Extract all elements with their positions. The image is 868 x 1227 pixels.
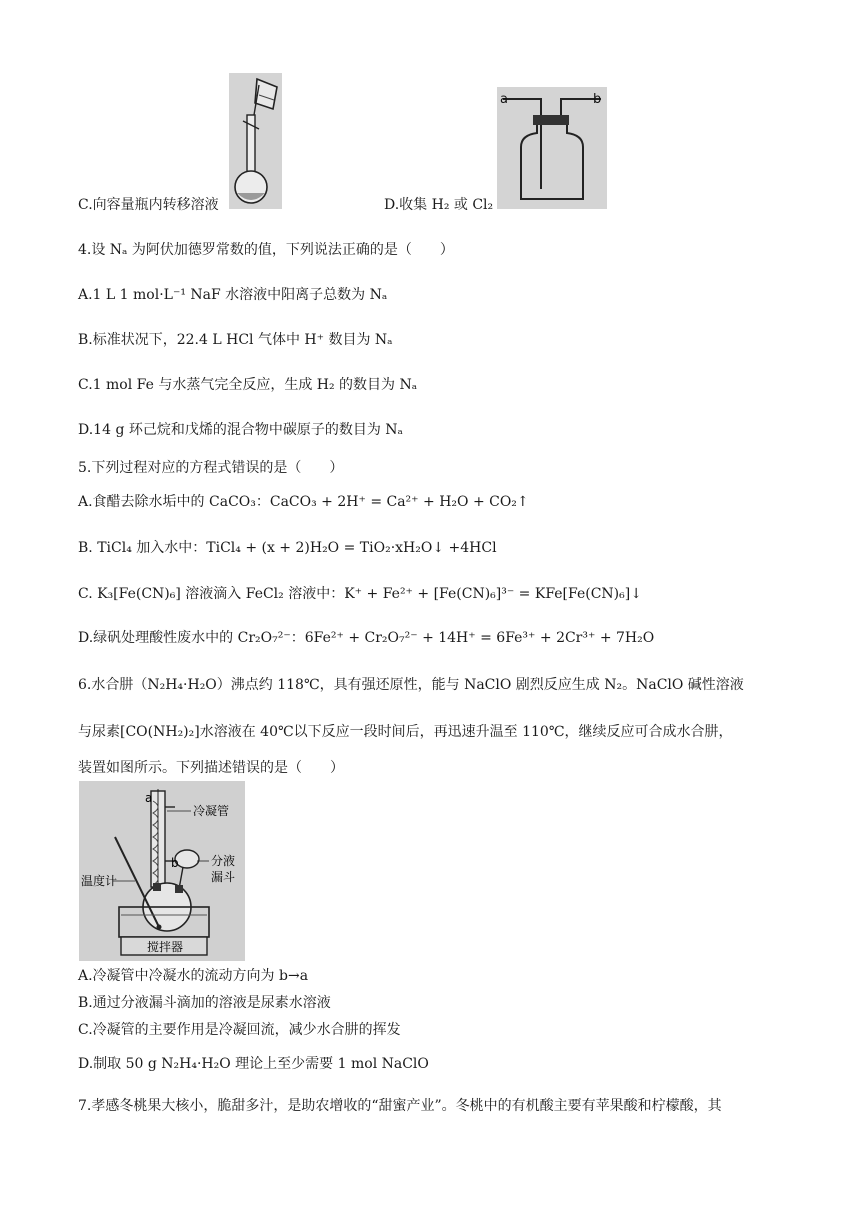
label-thermometer: 温度计 (81, 874, 118, 888)
q5-option-b: B. TiCl₄ 加入水中：TiCl₄ + (x + 2)H₂O = TiO₂·xH₂O↓ +4HCl (78, 540, 497, 556)
label-condenser: 冷凝管 (193, 804, 230, 818)
q6-option-c: C.冷凝管的主要作用是冷凝回流，减少水合肼的挥发 (78, 1022, 401, 1038)
figure-reflux-apparatus (79, 781, 245, 961)
figure-gas-bottle (497, 87, 607, 209)
label-funnel-2: 漏斗 (211, 870, 236, 884)
q6-option-b: B.通过分液漏斗滴加的溶液是尿素水溶液 (78, 995, 331, 1011)
label-a: a (500, 92, 508, 107)
q6-stem-line1: 6.水合肼（N₂H₄·H₂O）沸点约 118℃，具有强还原性，能与 NaClO 剧烈反应生成 N₂。NaClO 碱性溶液 (78, 677, 744, 693)
q5-stem: 5.下列过程对应的方程式错误的是（ ） (78, 460, 344, 476)
q7-stem: 7.孝感冬桃果大核小，脆甜多汁，是助农增收的“甜蜜产业”。冬桃中的有机酸主要有苹果酸和柠檬酸，其 (78, 1098, 722, 1114)
q6-stem-line2: 与尿素[CO(NH₂)₂]水溶液在 40℃以下反应一段时间后，再迅速升温至 110℃，继续反应可合成水合肼， (78, 724, 733, 740)
option-d-caption: D.收集 H₂ 或 Cl₂ (384, 197, 494, 213)
label-b-condenser: b (171, 856, 179, 870)
q5-option-a: A.食醋去除水垢中的 CaCO₃：CaCO₃ + 2H⁺ = Ca²⁺ + H₂O + CO₂↑ (78, 494, 529, 510)
label-stirrer: 搅拌器 (147, 940, 184, 954)
q6-option-a: A.冷凝管中冷凝水的流动方向为 b→a (78, 968, 309, 984)
label-a-condenser: a (145, 791, 153, 805)
q4-option-d: D.14 g 环己烷和戊烯的混合物中碳原子的数目为 Nₐ (78, 422, 403, 438)
q4-option-c: C.1 mol Fe 与水蒸气完全反应，生成 H₂ 的数目为 Nₐ (78, 377, 418, 393)
figure-volumetric-flask (229, 73, 282, 209)
q4-option-a: A.1 L 1 mol·L⁻¹ NaF 水溶液中阳离子总数为 Nₐ (78, 287, 388, 303)
q4-stem: 4.设 Nₐ 为阿伏加德罗常数的值，下列说法正确的是（ ） (78, 242, 454, 258)
q6-stem-line3: 装置如图所示。下列描述错误的是（ ） (78, 760, 344, 776)
q6-option-d: D.制取 50 g N₂H₄·H₂O 理论上至少需要 1 mol NaClO (78, 1056, 429, 1072)
option-c-caption: C.向容量瓶内转移溶液 (78, 197, 219, 213)
q4-option-b: B.标准状况下，22.4 L HCl 气体中 H⁺ 数目为 Nₐ (78, 332, 393, 348)
q5-option-d: D.绿矾处理酸性废水中的 Cr₂O₇²⁻：6Fe²⁺ + Cr₂O₇²⁻ + 14H⁺ = 6Fe³⁺ + 2Cr³⁺ + 7H₂O (78, 630, 655, 646)
label-b: b (593, 92, 602, 107)
q5-option-c: C. K₃[Fe(CN)₆] 溶液滴入 FeCl₂ 溶液中：K⁺ + Fe²⁺ + [Fe(CN)₆]³⁻ = KFe[Fe(CN)₆]↓ (78, 586, 642, 602)
label-funnel-1: 分液 (211, 854, 236, 868)
